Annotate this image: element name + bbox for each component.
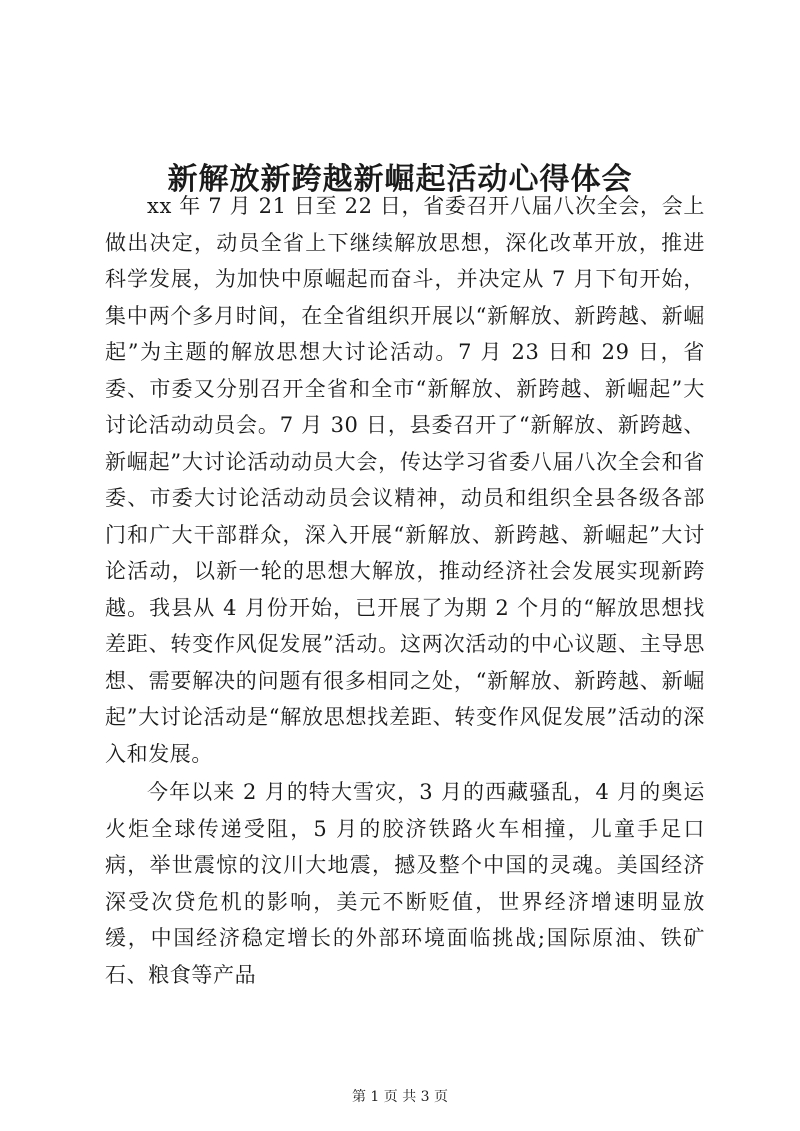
document-body xyxy=(105,188,705,993)
paragraph-1: xx 年 7 月 21 日至 22 日，省委召开八届八次全会，会上做出决定，动员全省上下继续解放思想，深化改革开放，推进科学发展，为加快中原崛起而奋斗，并决定从 7 月下旬开始，集中两个多月时间，在全省组织开展以“新解放、新跨越、新崛起”为主题的解放思想大讨论活动。7 月 23 日和 29 日，省委、市委又分别召开全省和全市“新解放、新跨越、新崛起”大讨论活动动员会。7 月 30 日，县委召开了“新解放、新跨越、新崛起”大讨论活动动员大会，传达学习省委八届八次全会和省委、市委大讨论活动动员会议精神，动员和组织全县各级各部门和广大干部群众，深入开展“新解放、新跨越、新崛起”大讨论活动，以新一轮的思想大解放，推动经济社会发展实现新跨越。我县从 4 月份开始，已开展了为期 2 个月的“解放思想找差距、转变作风促发展”活动。这两次活动的中心议题、主导思想、需要解决的问题有很多相同之处，“新解放、新跨越、新崛起”大讨论活动是“解放思想找差距、转变作风促发展”活动的深入和发展。 xyxy=(105,194,705,766)
page-footer: 第 1 页 共 3 页 xyxy=(351,1089,449,1105)
paragraph-2: 今年以来 2 月的特大雪灾，3 月的西藏骚乱，4 月的奥运火炬全球传递受阻，5 月的胶济铁路火车相撞，儿童手足口病，举世震惊的汶川大地震，撼及整个中国的灵魂。美国经济深受次贷危机的影响，美元不断贬值，世界经济增速明显放缓，中国经济稳定增长的外部环境面临挑战;国际原油、铁矿石、粮食等产品 xyxy=(105,780,705,987)
document-title: 新解放新跨越新崛起活动心得体会 xyxy=(167,162,633,198)
